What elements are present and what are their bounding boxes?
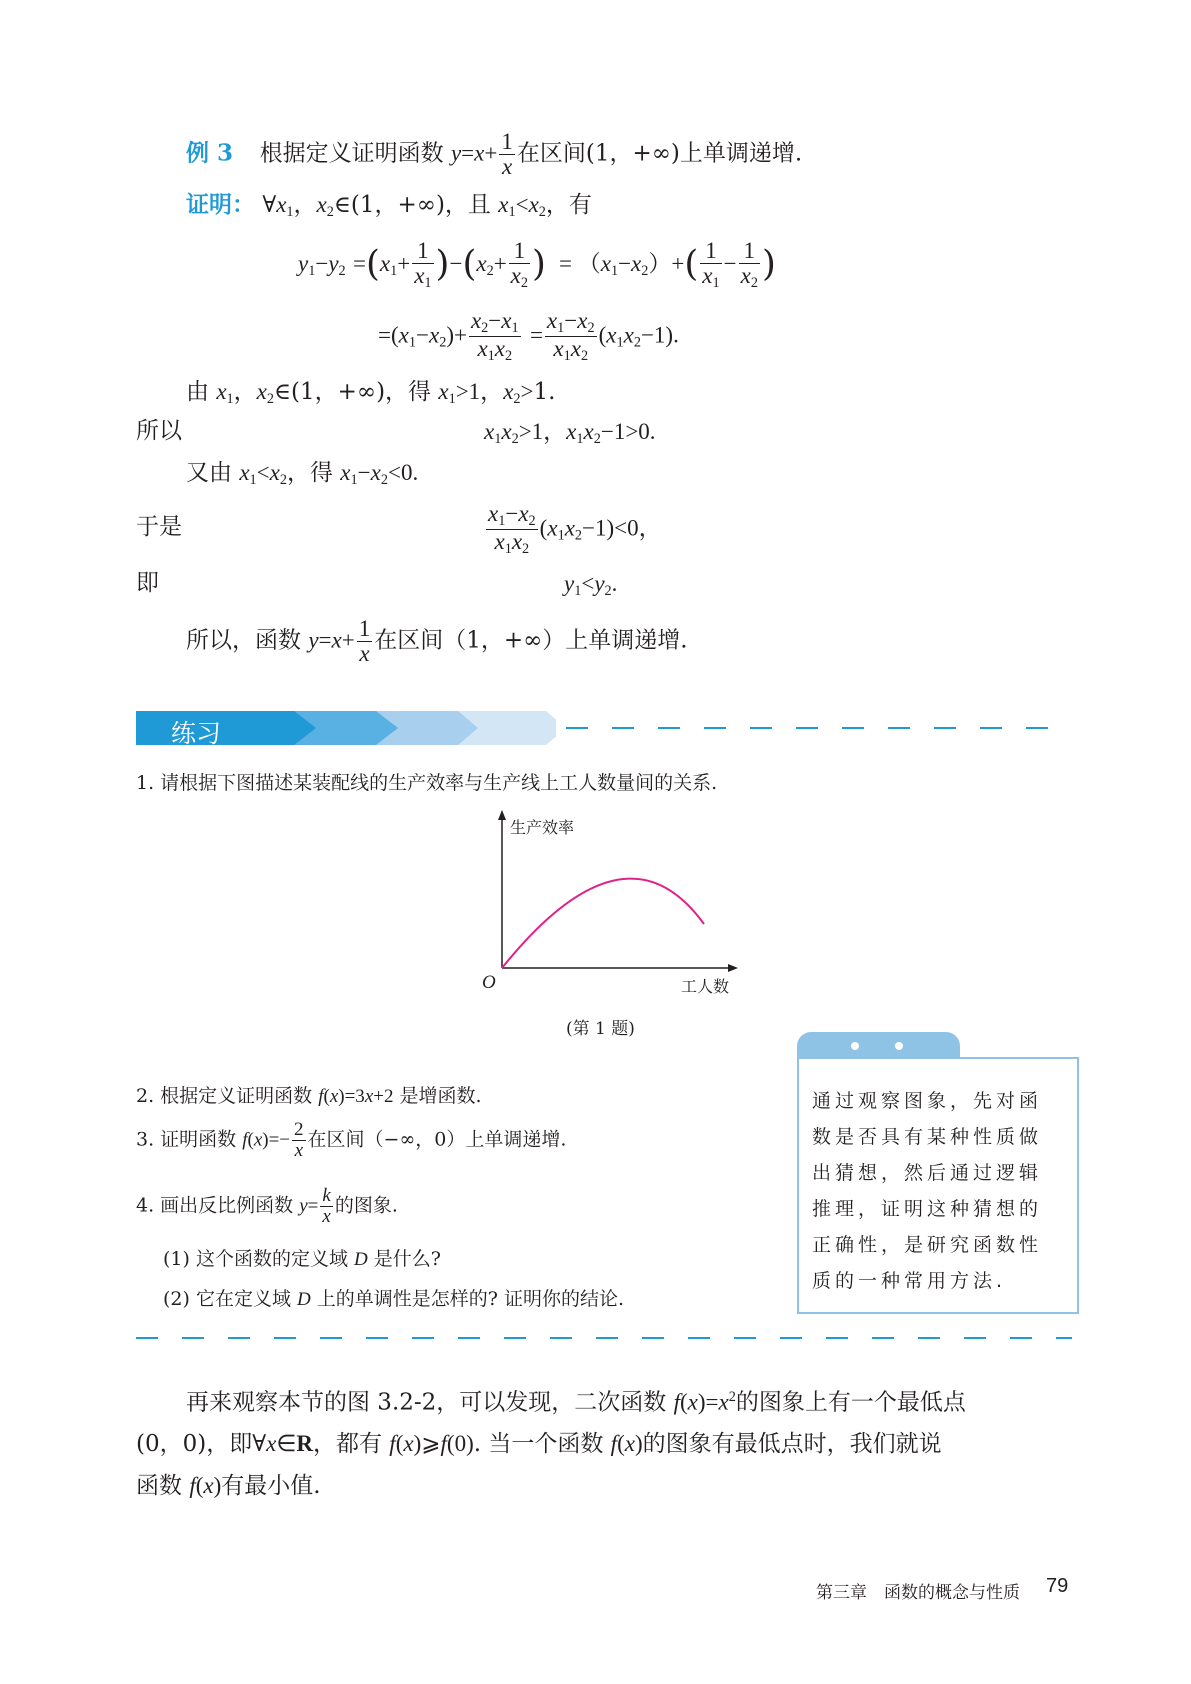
equation-simplified: $=(x_1-x_2)+$ $\frac{x_2-x_1}{x_1x_2}$ = $\frac{x_1-x_2}{x_1x_2}$ $(x_1x_2-1)$. bbox=[378, 308, 679, 364]
yushi-label: 于是 bbox=[136, 514, 182, 540]
proof-conclusion: 所以，函数 y=x+ $\frac{1}{x}$ 在区间（1，+∞）上单调递增. bbox=[186, 616, 688, 667]
proof-label: 证明： bbox=[186, 191, 255, 218]
ji-label: 即 bbox=[136, 570, 159, 596]
x-axis-label: 工人数 bbox=[681, 977, 730, 996]
closing-line-2: (0，0)，即∀x∈R，都有 f(x)⩾f(0). 当一个函数 f(x)的图象有最低点时，我们就说 bbox=[136, 1431, 942, 1457]
example-label: 例 3 bbox=[186, 139, 234, 167]
proof-line-1: 证明： $\forall x_1$，$x_2\in(1$，+∞)，且 $x_1<x_2$，有 bbox=[186, 191, 592, 220]
banner-dash-line bbox=[566, 727, 1072, 729]
question-4: 4. 画出反比例函数 y= $\frac{k}{x}$ 的图象. bbox=[136, 1185, 398, 1227]
practice-bottom-dash-line bbox=[136, 1337, 1072, 1339]
fraction-inequality: $\frac{x_1-x_2}{x_1x_2}$ $(x_1x_2-1)<0$， bbox=[488, 501, 662, 557]
efficiency-figure bbox=[460, 810, 750, 980]
origin-label: O bbox=[482, 972, 496, 993]
question-1: 1. 请根据下图描述某装配线的生产效率与生产线上工人数量间的关系. bbox=[136, 772, 718, 794]
deduction-difference: 又由 $x_1<x_2$，得 $x_1-x_2<0$. bbox=[186, 460, 419, 488]
closing-line-3: 函数 f(x)有最小值. bbox=[136, 1473, 321, 1499]
question-4-sub-2: (2) 它在定义域 D 上的单调性是怎样的? 证明你的结论. bbox=[163, 1288, 625, 1310]
efficiency-curve bbox=[502, 879, 704, 968]
note-dot bbox=[895, 1042, 903, 1050]
footer-chapter: 第三章 函数的概念与性质 bbox=[816, 1583, 1020, 1603]
so-label: 所以 bbox=[136, 418, 182, 444]
y-axis-arrow bbox=[498, 810, 506, 820]
product-inequality: $x_1x_2>1$，$x_1x_2-1>0$. bbox=[484, 419, 656, 447]
y-inequality: $y_1<y_2$. bbox=[564, 571, 618, 599]
deduction-range: 由 $x_1$，$x_2\in(1$，+∞)，得 $x_1>1$，$x_2>1$. bbox=[186, 379, 556, 407]
closing-line-1: 再来观察本节的图 3.2-2，可以发现，二次函数 $f(x)=x^2$的图象上有一个最低点 bbox=[186, 1389, 966, 1416]
equation-difference: $y_1-y_2 =(x_1+$ $\frac{1}{x_1}$ )$-(x_2+$ $\frac{1}{x_2}$ ) = $(x_1-x_2)+$( $\frac{1}{x_1}$ − $\frac{1}{x_2}$ ) bbox=[298, 238, 776, 292]
question-2: 2. 根据定义证明函数 f(x)=3x+2 是增函数. bbox=[136, 1085, 482, 1107]
figure-caption: (第 1 题) bbox=[566, 1019, 635, 1039]
page-number: 79 bbox=[1046, 1575, 1069, 1597]
side-note-text: 通过观察图象，先对函数是否具有某种性质做出猜想，然后通过逻辑推理，证明这种猜想的正确性，是研究函数性质的一种常用方法. bbox=[812, 1090, 1043, 1292]
note-dot bbox=[851, 1042, 859, 1050]
practice-banner-label: 练习 bbox=[171, 719, 222, 748]
question-4-sub-1: (1) 这个函数的定义域 D 是什么? bbox=[163, 1248, 441, 1270]
x-axis-arrow bbox=[728, 964, 738, 972]
y-axis-label: 生产效率 bbox=[510, 818, 575, 837]
side-note-tab bbox=[797, 1032, 960, 1059]
example-statement: 例 3 根据定义证明函数 y=x+ $\frac{1}{x}$ 在区间(1，+∞)上单调递增. bbox=[186, 129, 803, 180]
question-3: 3. 证明函数 f(x)=− $\frac{2}{x}$ 在区间（−∞，0）上单调递增. bbox=[136, 1119, 567, 1161]
